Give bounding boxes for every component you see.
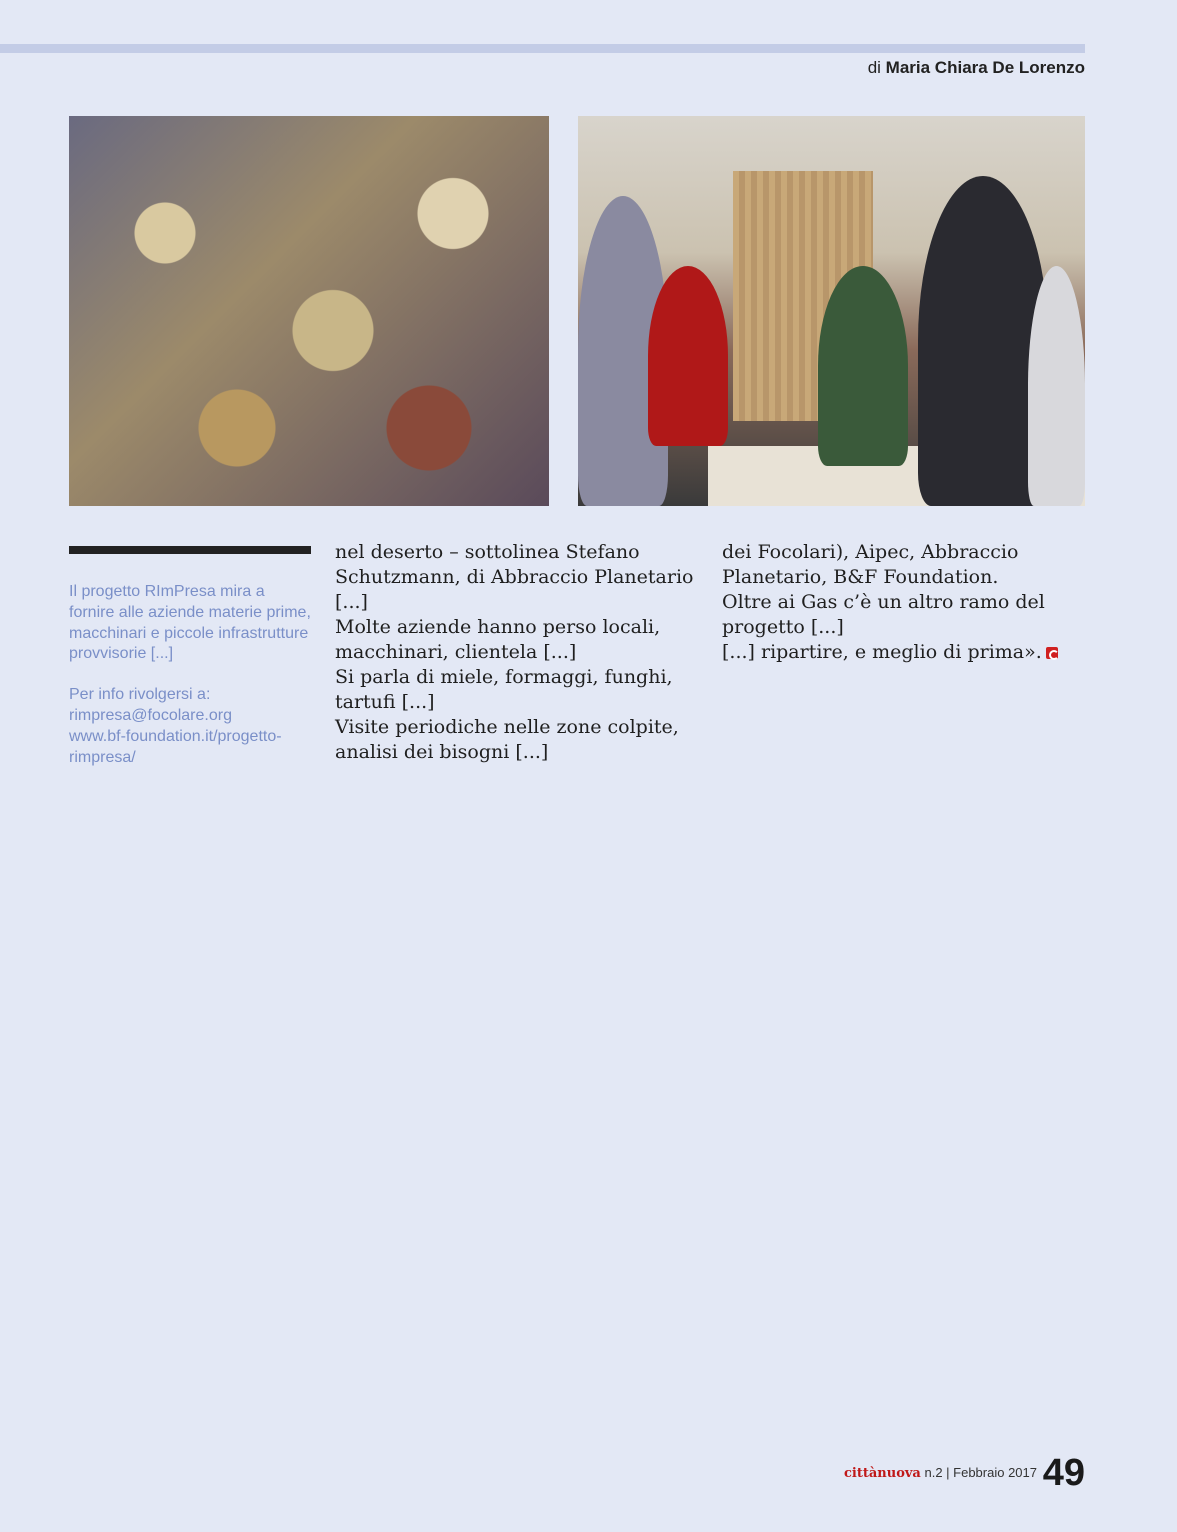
byline-prefix: di [867,58,881,77]
photo-person [648,266,728,446]
byline-author: Maria Chiara De Lorenzo [885,58,1085,77]
article-paragraph: nel deserto – sottolinea Stefano Schutzmann, di Abbraccio Planetario [...] [335,541,694,613]
article-paragraph: Visite periodiche nelle zone colpite, analisi dei bisogni [...] [335,716,679,763]
article-column-2 [722,540,1092,665]
sidebar-rule [69,546,311,554]
top-rule [0,44,1085,53]
sidebar-contact-label: Per info rivolgersi a: [69,686,211,704]
magazine-brand: cittànuova [844,1466,921,1481]
sidebar-email-link[interactable]: rimpresa@focolare.org [69,706,232,724]
sidebar-contact [69,685,314,768]
photo-person [818,266,908,466]
photo-person [1028,266,1085,506]
end-of-article-icon [1046,647,1058,659]
article-paragraph-last [722,640,1092,665]
issue-info: n.2 | Febbraio 2017 [924,1465,1037,1480]
article-paragraph: dei Focolari), Aipec, Abbraccio Planetario, B&F Foundation. [722,541,1019,588]
article-last-text: [...] ripartire, e meglio di prima». [722,641,1042,663]
article-paragraph: Si parla di miele, formaggi, funghi, tartufi [...] [335,666,673,713]
photo-food-tasting [578,116,1085,506]
sidebar-box [69,582,314,788]
byline [868,58,1085,78]
article-column-1 [335,540,705,765]
page-number: 49 [1042,1452,1085,1494]
sidebar-summary: Il progetto RImPresa mira a fornire alle aziende materie prime, macchinari e piccole infrastrutture provvisorie [...] [69,583,311,663]
sidebar-website-link[interactable]: www.bf-foundation.it/progetto-rimpresa/ [69,727,282,766]
footer [844,1465,1037,1481]
article-paragraph: Oltre ai Gas c’è un altro ramo del progetto [...] [722,591,1045,638]
article-paragraph: Molte aziende hanno perso locali, macchinari, clientela [...] [335,616,661,663]
photo-legume-bags [69,116,549,506]
